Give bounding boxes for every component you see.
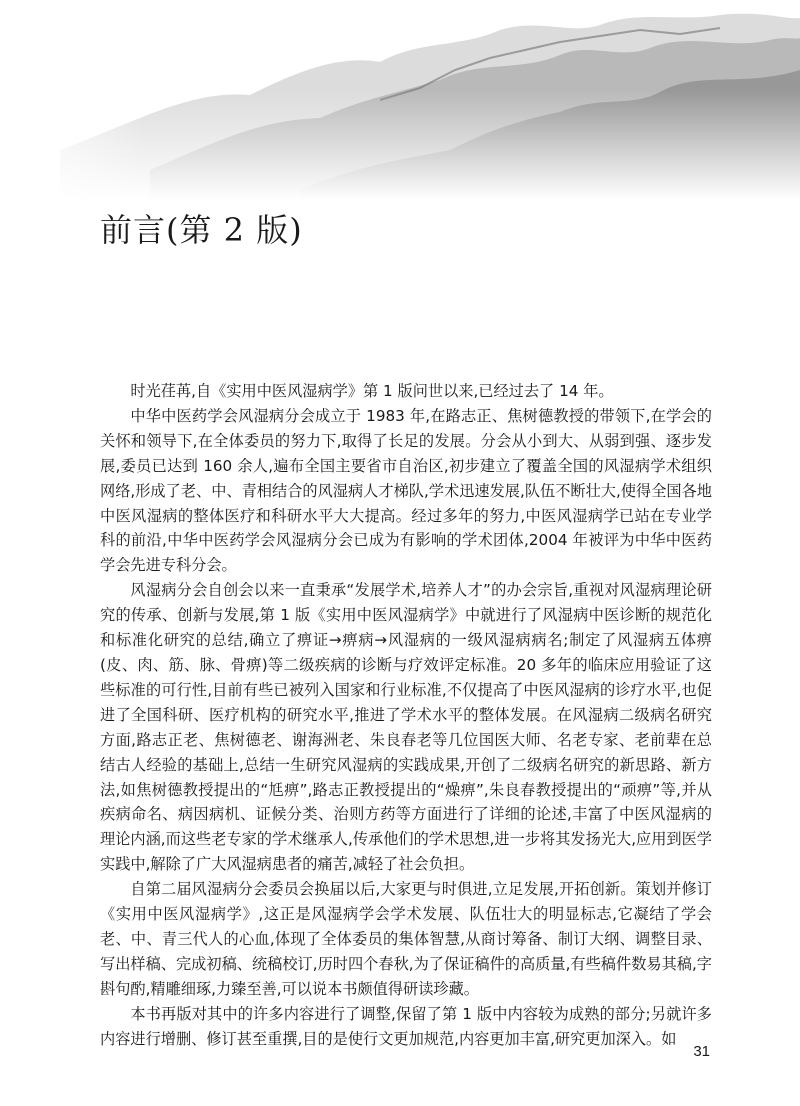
paragraph: 本书再版对其中的许多内容进行了调整,保留了第 1 版中内容较为成熟的部分;另就许多内容进行增删、修订甚至重撰,目的是使行文更加规范,内容更加丰富,研究更加深入。如 (100, 1004, 712, 1048)
page-number: 31 (693, 1043, 710, 1060)
paragraph: 自第二届风湿病分会委员会换届以后,大家更与时俱进,立足发展,开拓创新。策划并修订《实用中医风湿病学》,这正是风湿病学会学术发展、队伍壮大的明显标志,它凝结了学会老、中、青三代人的心血,体现了全体委员的集体智慧,从商讨筹备、制订大纲、调整目录、写出样稿、完成初稿、统稿校订,历时四个春秋,为了保证稿件的高质量,有些稿件数易其稿,字斟句酌,精雕细琢,力臻至善,可以说本书颇值得研读珍藏。 (100, 880, 712, 998)
paragraph: 时光荏苒,自《实用中医风湿病学》第 1 版问世以来,已经过去了 14 年。 (130, 382, 614, 400)
page-title: 前言(第 2 版) (100, 211, 303, 249)
paragraph: 中华中医药学会风湿病分会成立于 1983 年,在路志正、焦树德教授的带领下,在学会的关怀和领导下,在全体委员的努力下,取得了长足的发展。分会从小到大、从弱到强、逐步发展,委员已达到 160 余人,遍布全国主要省市自治区,初步建立了覆盖全国的风湿病学术组织网络,形成了老、中、青相结合的风湿病人才梯队,学术迅速发展,队伍不断壮大,使得全国各地中医风湿病的整体医疗和科研水平大大提高。经过多年的努力,中医风湿病学已站在专业学科的前沿,中华中医药学会风湿病分会已成为有影响的学术团体,2004 年被评为中华中医药学会先进专科分会。 (100, 406, 712, 575)
paragraph: 风湿病分会自创会以来一直秉承“发展学术,培养人才”的办会宗旨,重视对风湿病理论研究的传承、创新与发展,第 1 版《实用中医风湿病学》中就进行了风湿病中医诊断的规范化和标准化研究的总结,确立了痹证→痹病→风湿病的一级风湿病病名;制定了风湿病五体痹(皮、肉、筋、脉、骨痹)等二级疾病的诊断与疗效评定标准。20 多年的临床应用验证了这些标准的可行性,目前有些已被列入国家和行业标准,不仅提高了中医风湿病的诊疗水平,也促进了全国科研、医疗机构的研究水平,推进了学术水平的整体发展。在风湿病二级病名研究方面,路志正老、焦树德老、谢海洲老、朱良春老等几位国医大师、名老专家、老前辈在总结古人经验的基础上,总结一生研究风湿病的实践成果,开创了二级病名研究的新思路、新方法,如焦树德教授提出的“尪痹”,路志正教授提出的“燥痹”,朱良春教授提出的“顽痹”等,并从疾病命名、病因病机、证候分类、治则方药等方面进行了详细的论述,丰富了中医风湿病的理论内涵,而这些老专家的学术继承人,传承他们的学术思想,进一步将其发扬光大,应用到医学实践中,解除了广大风湿病患者的痛苦,减轻了社会负担。 (100, 581, 712, 874)
preface-body (100, 379, 712, 1051)
mountain-banner-image (0, 0, 800, 200)
